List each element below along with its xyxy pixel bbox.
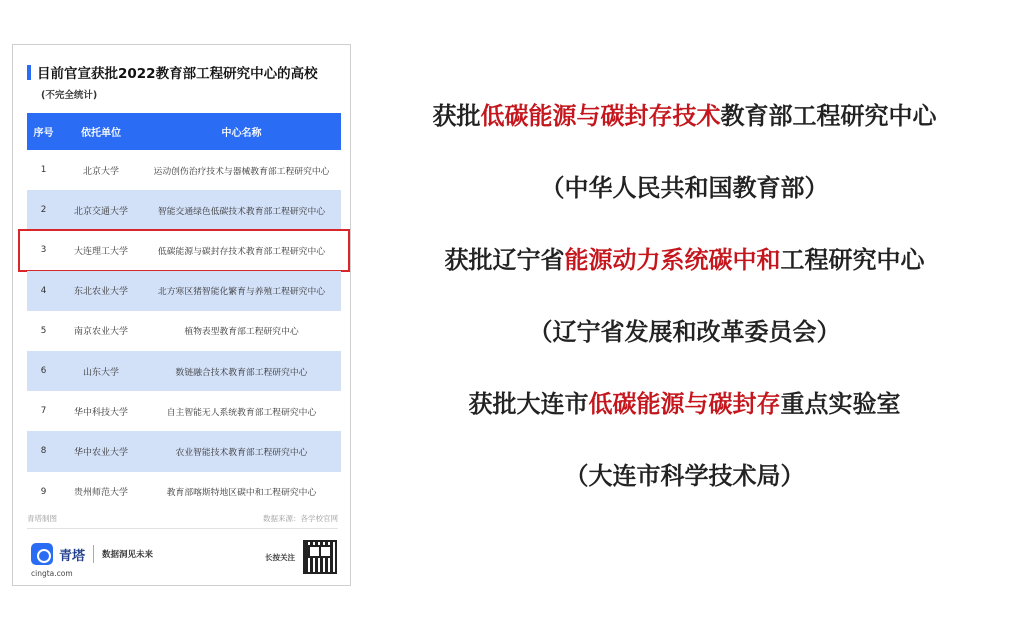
title-accent-bar: [27, 65, 31, 80]
row-center: 农业智能技术教育部工程研究中心: [175, 447, 308, 458]
row-center: 北方寒区猪智能化繁育与养殖工程研究中心: [157, 287, 326, 298]
credit-left: 青塔制图: [27, 514, 57, 523]
award-line-3: [352, 240, 1017, 275]
line1-prefix: 获批: [432, 101, 481, 130]
row-unit: 北京交通大学: [73, 206, 128, 217]
row-center: 植物表型教育部工程研究中心: [184, 327, 299, 338]
row-unit: 华中农业大学: [73, 447, 128, 458]
line3-suffix: 工程研究中心: [780, 245, 925, 274]
row-center: 教育部喀斯特地区碳中和工程研究中心: [166, 488, 317, 499]
award-line-4: （辽宁省发展和改革委员会）: [528, 317, 841, 346]
award-line-5: [352, 384, 1017, 419]
line5-prefix: 获批大连市: [468, 389, 589, 418]
award-line-2: （中华人民共和国教育部）: [540, 173, 829, 202]
brand-url: cingta.com: [31, 569, 73, 578]
credit-right: 数据来源：各学校官网: [263, 514, 338, 523]
row-no: 1: [40, 165, 47, 176]
row-center: 自主智能无人系统教育部工程研究中心: [166, 407, 317, 418]
brand-block: [31, 543, 153, 565]
line3-prefix: 获批辽宁省: [444, 245, 565, 274]
line5-suffix: 重点实验室: [780, 389, 901, 418]
brand-divider: [93, 545, 94, 563]
row-no: 4: [40, 285, 47, 296]
brand-logo-icon: [31, 543, 53, 565]
table-row: [27, 150, 341, 190]
row-no: 3: [40, 245, 47, 256]
line1-suffix: 教育部工程研究中心: [720, 101, 937, 130]
header-center: 中心名称: [221, 128, 262, 139]
qr-code-icon[interactable]: [303, 540, 337, 574]
row-no: 2: [40, 205, 47, 216]
header-unit: 依托单位: [81, 128, 121, 139]
table-row: [27, 391, 341, 431]
row-no: 6: [40, 366, 47, 377]
row-unit: 南京农业大学: [73, 327, 128, 338]
row-center: 运动创伤治疗技术与器械教育部工程研究中心: [153, 166, 330, 177]
award-line-1: [352, 96, 1017, 131]
row-no: 5: [40, 325, 47, 336]
table-row: [27, 351, 341, 391]
table-row: [27, 431, 341, 471]
footer-divider: [27, 528, 338, 529]
row-center: 数链融合技术教育部工程研究中心: [175, 367, 308, 378]
header-no: 序号: [33, 128, 54, 139]
row-no: 9: [40, 486, 47, 497]
universities-table: [27, 113, 341, 512]
table-row: [27, 472, 341, 512]
card-title-text: 目前官宣获批2022教育部工程研究中心的高校: [37, 66, 318, 82]
row-unit: 华中科技大学: [73, 407, 128, 418]
brand-slogan: 数据洞见未来: [102, 550, 154, 560]
table-row: [27, 271, 341, 311]
row-unit: 北京大学: [82, 166, 119, 177]
card-subtitle: (不完全统计): [41, 90, 98, 101]
table-row: [27, 190, 341, 230]
line3-highlight: 能源动力系统碳中和: [564, 245, 781, 274]
statistics-card: [12, 44, 351, 586]
card-title: [27, 62, 318, 82]
row-center: 低碳能源与碳封存技术教育部工程研究中心: [157, 246, 326, 257]
award-line-6: （大连市科学技术局）: [564, 461, 805, 490]
row-unit: 山东大学: [82, 367, 119, 378]
row-no: 8: [40, 446, 47, 457]
line1-highlight: 低碳能源与碳封存技术: [480, 101, 721, 130]
row-no: 7: [40, 406, 47, 417]
table-header: [27, 113, 341, 150]
table-row-highlighted: [19, 230, 349, 270]
row-center: 智能交通绿色低碳技术教育部工程研究中心: [157, 206, 326, 217]
table-row: [27, 311, 341, 351]
line5-highlight: 低碳能源与碳封存: [588, 389, 781, 418]
follow-label: 长按关注: [265, 553, 295, 562]
row-unit: 东北农业大学: [73, 287, 128, 298]
row-unit: 贵州师范大学: [73, 488, 128, 499]
row-unit: 大连理工大学: [73, 246, 128, 257]
brand-name: 青塔: [59, 548, 86, 564]
